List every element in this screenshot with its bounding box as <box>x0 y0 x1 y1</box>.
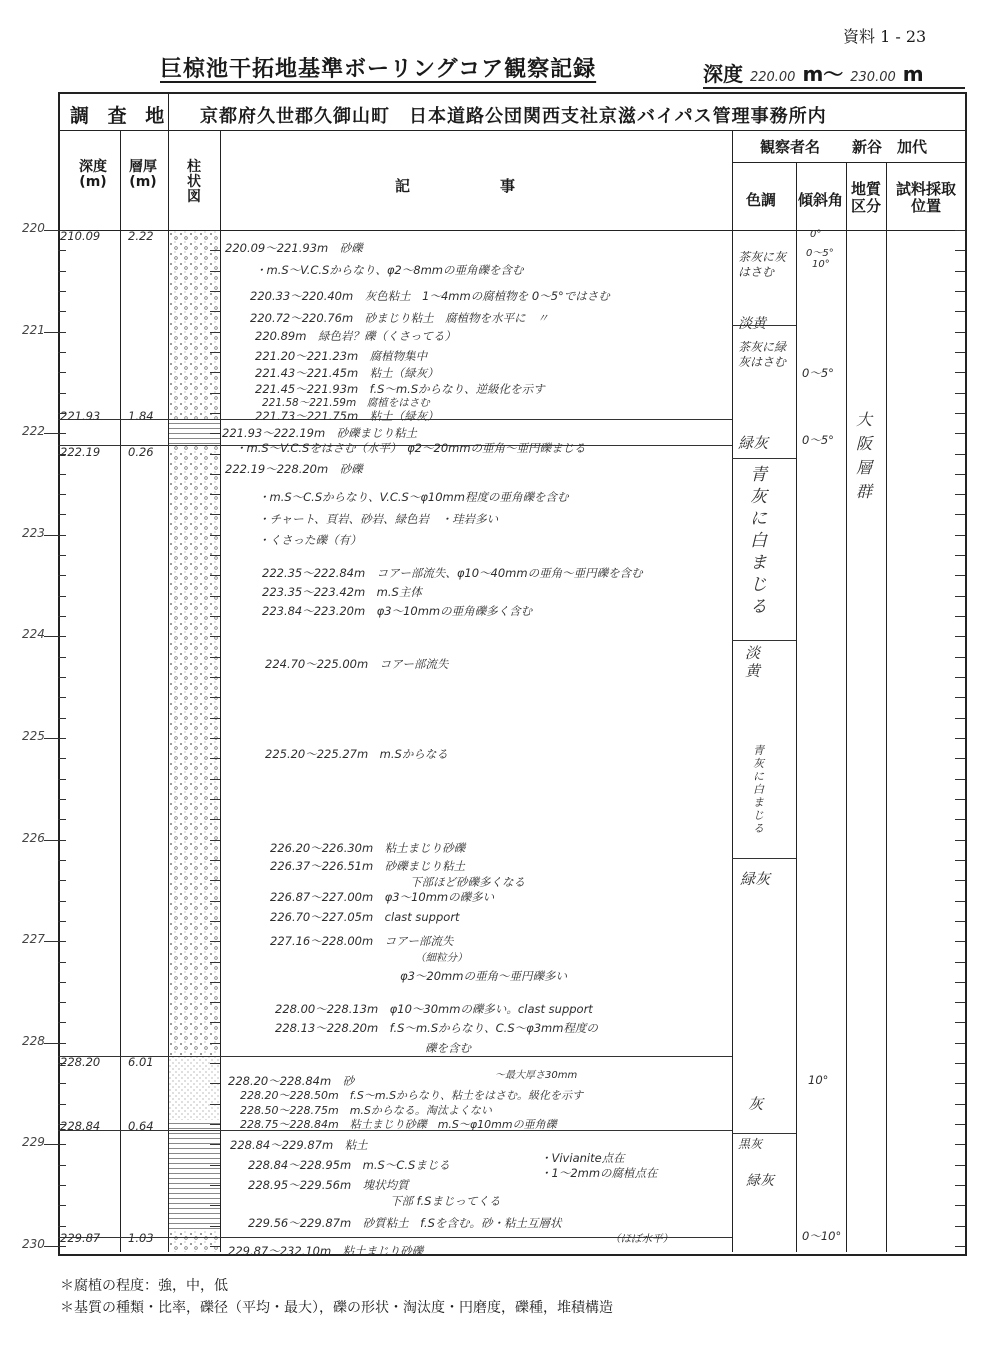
depth-scale-minor-tick <box>58 271 66 272</box>
depth-scale-minor-tick <box>58 1185 66 1186</box>
column-divider <box>220 130 221 1252</box>
depth-scale-minor-tick <box>210 291 220 292</box>
depth-scale-minor-tick <box>210 636 220 637</box>
dip-entry: 10° <box>808 1073 829 1087</box>
note-line: 礫を含む <box>425 1041 471 1055</box>
depth-scale-minor-tick <box>955 616 965 617</box>
note-line: 228.84〜229.87m 粘土 <box>230 1138 368 1152</box>
depth-scale-minor-tick <box>210 1165 220 1166</box>
depth-scale-minor-tick <box>210 880 220 881</box>
depth-scale-minor-tick <box>955 636 965 637</box>
depth-scale-minor-tick <box>955 1083 965 1084</box>
depth-scale-minor-tick <box>210 860 220 861</box>
note-line: ・m.S〜V.C.Sからなり、φ2〜8mmの亜角礫を含む <box>255 263 524 277</box>
depth-scale-minor-tick <box>955 271 965 272</box>
layer-depth: 210.09 <box>60 229 101 243</box>
depth-scale-minor-tick <box>210 332 220 333</box>
depth-scale-minor-tick <box>955 779 965 780</box>
depth-scale-minor-tick <box>955 372 965 373</box>
depth-scale-minor-tick <box>58 393 66 394</box>
color-entry: 黒灰 <box>738 1137 763 1151</box>
layer-boundary <box>58 1056 732 1057</box>
depth-from: 220.00 <box>749 70 796 85</box>
depth-scale-minor-tick <box>58 1002 66 1003</box>
depth-scale-minor-tick <box>955 596 965 597</box>
depth-scale-minor-tick <box>58 718 66 719</box>
depth-scale-minor-tick <box>210 921 220 922</box>
note-line: 229.87〜232.10m 粘土まじり砂礫 <box>228 1244 424 1258</box>
note-line: 222.35〜222.84m コアー部流失、φ10〜40mmの亜角〜亜円礫を含む <box>262 566 643 580</box>
depth-scale-minor-tick <box>955 1063 965 1064</box>
depth-scale-minor-tick <box>210 677 220 678</box>
dip-entry: 10° <box>812 259 830 270</box>
depth-scale-minor-tick <box>58 575 66 576</box>
depth-scale-minor-tick <box>955 494 965 495</box>
depth-scale-minor-tick <box>955 840 965 841</box>
color-entry: 緑灰 <box>738 434 769 452</box>
depth-scale-minor-tick <box>210 718 220 719</box>
depth-scale-minor-tick <box>210 1022 220 1023</box>
depth-scale-label: 224 <box>22 627 45 642</box>
column-divider <box>886 162 887 1252</box>
observer-label: 観察者名 <box>760 138 821 156</box>
depth-scale-minor-tick <box>955 474 965 475</box>
depth-scale-minor-tick <box>210 738 220 739</box>
column-divider <box>732 130 733 1252</box>
depth-scale-minor-tick <box>210 1226 220 1227</box>
color-boundary <box>732 858 796 859</box>
depth-scale-minor-tick <box>210 271 220 272</box>
depth-scale-minor-tick <box>210 1063 220 1064</box>
depth-scale-minor-tick <box>58 596 66 597</box>
depth-to: 230.00 <box>850 70 896 85</box>
depth-scale-minor-tick <box>210 819 220 820</box>
depth-scale-minor-tick <box>58 636 66 637</box>
depth-scale-minor-tick <box>58 921 66 922</box>
note-line: 224.70〜225.00m コアー部流失 <box>265 657 449 671</box>
depth-scale-minor-tick <box>58 799 66 800</box>
header-geology: 地質区分 <box>850 180 881 215</box>
depth-scale-minor-tick <box>210 474 220 475</box>
depth-scale-label: 225 <box>22 729 45 743</box>
note-line: 221.45〜221.93m f.S〜m.Sからなり、逆級化を示す <box>255 382 545 396</box>
depth-scale-minor-tick <box>58 372 66 373</box>
note-line: （ほぼ水平） <box>610 1233 673 1245</box>
note-line: 221.58〜221.59m 腐植をはさむ <box>262 397 430 409</box>
geology-unit: 大阪層群 <box>856 410 873 501</box>
depth-scale-minor-tick <box>210 555 220 556</box>
row-divider <box>58 130 965 131</box>
layer-thickness: 2.22 <box>128 229 154 243</box>
depth-scale-minor-tick <box>210 454 220 455</box>
note-line: 226.70〜227.05m clast support <box>270 910 460 924</box>
depth-label: 深度 <box>703 62 743 86</box>
depth-scale-minor-tick <box>58 1144 66 1145</box>
header-color: 色調 <box>746 191 777 209</box>
depth-scale-minor-tick <box>58 941 66 942</box>
dip-entry: 0° <box>810 229 822 240</box>
note-line: 220.72〜220.76m 砂まじり粘土 腐植物を水平に 〃 <box>250 311 549 325</box>
depth-scale-minor-tick <box>955 697 965 698</box>
depth-scale-minor-tick <box>58 535 66 536</box>
header-dip: 傾斜角 <box>798 191 844 209</box>
depth-scale-minor-tick <box>955 514 965 515</box>
depth-scale-minor-tick <box>58 880 66 881</box>
depth-scale-label: 221 <box>22 322 45 337</box>
depth-scale-minor-tick <box>955 962 965 963</box>
depth-scale-minor-tick <box>210 250 220 251</box>
depth-scale-minor-tick <box>58 332 66 333</box>
note-line: ・m.S〜C.Sからなり、V.C.S〜φ10mm程度の亜角礫を含む <box>258 490 569 504</box>
depth-scale-minor-tick <box>58 250 66 251</box>
depth-scale-minor-tick <box>955 819 965 820</box>
depth-scale-minor-tick <box>955 1185 965 1186</box>
color-boundary <box>732 458 796 459</box>
depth-scale-minor-tick <box>955 393 965 394</box>
depth-scale-label: 228 <box>22 1033 45 1048</box>
depth-scale-minor-tick <box>955 901 965 902</box>
layer-thickness: 1.84 <box>128 409 154 423</box>
depth-scale-minor-tick <box>210 1043 220 1044</box>
depth-scale-minor-tick <box>210 372 220 373</box>
dip-entry: 0〜10° <box>802 1229 842 1243</box>
dip-entry: 0〜5° <box>802 433 834 447</box>
depth-scale-minor-tick <box>58 1083 66 1084</box>
note-line: 下部ほど砂礫多くなる <box>410 875 525 889</box>
depth-scale-label: 230 <box>22 1237 45 1251</box>
header-thickness: 層厚(m) <box>129 159 157 190</box>
note-line: 220.89m 緑色岩？礫（くさってる） <box>255 329 456 343</box>
depth-scale-minor-tick <box>58 514 66 515</box>
depth-scale-minor-tick <box>210 575 220 576</box>
color-entry: 緑灰 <box>746 1173 774 1189</box>
layer-thickness: 0.26 <box>128 445 154 459</box>
column-divider <box>796 162 797 1252</box>
depth-scale-minor-tick <box>58 616 66 617</box>
depth-scale-minor-tick <box>955 1104 965 1105</box>
depth-scale-minor-tick <box>58 352 66 353</box>
depth-scale-minor-tick <box>210 901 220 902</box>
column-divider <box>846 162 847 1252</box>
color-entry: 淡黄 <box>738 316 766 332</box>
depth-scale-minor-tick <box>955 1226 965 1227</box>
note-line: 228.84〜228.95m m.S〜C.Sまじる <box>248 1158 450 1172</box>
site-label: 調 査 地 <box>70 105 171 127</box>
depth-scale-minor-tick <box>955 555 965 556</box>
depth-scale-minor-tick <box>955 291 965 292</box>
color-entry: 茶灰に灰はさむ <box>738 250 787 279</box>
note-line: 228.00〜228.13m φ10〜30mmの礫多い。clast support <box>275 1002 593 1016</box>
depth-scale-minor-tick <box>210 494 220 495</box>
note-line: 220.09〜221.93m 砂礫 <box>225 241 363 255</box>
depth-scale-minor-tick <box>58 901 66 902</box>
depth-scale-label: 229 <box>22 1135 45 1150</box>
note-line: ・m.S〜V.C.Sをはさむ（水平） φ2〜20mmの亜角〜亜円礫まじる <box>235 441 586 455</box>
depth-scale-minor-tick <box>58 311 66 312</box>
depth-scale-minor-tick <box>955 799 965 800</box>
layer-depth: 221.93 <box>60 409 101 423</box>
depth-scale-minor-tick <box>955 738 965 739</box>
depth-scale-minor-tick <box>58 291 66 292</box>
depth-scale-label: 223 <box>22 525 45 540</box>
depth-scale-minor-tick <box>210 962 220 963</box>
note-line: 228.13〜228.20m f.S〜m.Sからなり、C.S〜φ3mm程度の <box>275 1021 598 1035</box>
header-description: 記 事 <box>395 177 516 195</box>
depth-scale-minor-tick <box>955 718 965 719</box>
note-line: 220.33〜220.40m 灰色粘土 1〜4mmの腐植物を 0〜5°ではさむ <box>250 289 610 303</box>
depth-scale-minor-tick <box>955 311 965 312</box>
color-entry: 淡黄 <box>745 644 761 680</box>
depth-scale-label: 220 <box>22 221 45 235</box>
depth-scale-minor-tick <box>955 332 965 333</box>
depth-scale-minor-tick <box>955 1002 965 1003</box>
depth-scale-minor-tick <box>58 555 66 556</box>
depth-scale-minor-tick <box>210 799 220 800</box>
color-entry: 茶灰に緑灰はさむ <box>738 340 787 369</box>
depth-scale-minor-tick <box>210 616 220 617</box>
note-line: 226.87〜227.00m φ3〜10mmの礫多い <box>270 890 495 904</box>
color-entry: 緑灰 <box>740 870 771 888</box>
depth-scale-minor-tick <box>210 311 220 312</box>
stratigraphic-column <box>169 231 220 1252</box>
depth-scale-minor-tick <box>210 1185 220 1186</box>
depth-scale-minor-tick <box>955 1144 965 1145</box>
depth-scale-minor-tick <box>58 494 66 495</box>
layer-depth: 228.84 <box>60 1119 101 1133</box>
depth-scale-minor-tick <box>58 433 66 434</box>
footnote: ＊腐植の程度：強，中，低 <box>60 1278 228 1294</box>
layer-thickness: 6.01 <box>128 1055 154 1069</box>
depth-scale-minor-tick <box>210 1144 220 1145</box>
note-line: 223.35〜223.42m m.S主体 <box>262 585 422 599</box>
header-column: 柱状図 <box>187 159 201 205</box>
depth-scale-minor-tick <box>210 393 220 394</box>
depth-scale-minor-tick <box>58 779 66 780</box>
note-line: ・チャート、頁岩、砂岩、緑色岩 ・珪岩多い <box>258 512 499 526</box>
depth-scale-minor-tick <box>210 840 220 841</box>
note-line: 〜最大厚さ30mm <box>495 1070 578 1081</box>
row-divider <box>732 162 965 163</box>
note-line: 222.19〜228.20m 砂礫 <box>225 462 363 476</box>
note-line: ・Vivianite点在 <box>540 1151 625 1165</box>
depth-unit-2: m <box>902 62 924 86</box>
note-line: 228.75〜228.84m 粘土まじり砂礫 m.S〜φ10mmの亜角礫 <box>240 1118 557 1131</box>
depth-scale-minor-tick <box>955 433 965 434</box>
note-line: 228.20〜228.84m 砂 <box>228 1074 355 1088</box>
note-line: 221.43〜221.45m 粘土（緑灰） <box>255 366 439 380</box>
depth-scale-minor-tick <box>955 535 965 536</box>
depth-scale-minor-tick <box>955 1205 965 1206</box>
dip-entry: 0〜5° <box>802 366 834 380</box>
depth-scale-label: 226 <box>22 830 45 845</box>
note-line: 下部 f.Sまじってくる <box>390 1194 501 1208</box>
layer-thickness: 1.03 <box>128 1231 154 1245</box>
observer-name: 新谷 加代 <box>852 138 928 156</box>
note-line: ・1〜2mmの腐植点在 <box>540 1166 658 1180</box>
depth-scale-minor-tick <box>955 880 965 881</box>
depth-scale-minor-tick <box>955 1246 965 1247</box>
depth-scale-minor-tick <box>955 982 965 983</box>
depth-scale-minor-tick <box>955 657 965 658</box>
note-line: ・くさった礫（有） <box>258 533 362 547</box>
depth-scale-minor-tick <box>58 1246 66 1247</box>
depth-scale-minor-tick <box>210 514 220 515</box>
depth-scale-minor-tick <box>210 1205 220 1206</box>
site-location: 京都府久世郡久御山町 日本道路公団関西支社京滋バイパス管理事務所内 <box>200 106 827 127</box>
depth-scale-minor-tick <box>210 1083 220 1084</box>
depth-scale-minor-tick <box>58 697 66 698</box>
depth-scale-minor-tick <box>210 1104 220 1105</box>
depth-scale-minor-tick <box>955 677 965 678</box>
depth-scale-minor-tick <box>210 697 220 698</box>
column-divider <box>120 130 121 1252</box>
layer-depth: 222.19 <box>60 445 101 459</box>
depth-scale-minor-tick <box>955 352 965 353</box>
note-line: 229.56〜229.87m 砂質粘土 f.Sを含む。砂・粘土互層状 <box>248 1216 562 1230</box>
depth-scale-minor-tick <box>210 1124 220 1125</box>
depth-scale-minor-tick <box>210 941 220 942</box>
depth-scale-minor-tick <box>210 1002 220 1003</box>
depth-scale-minor-tick <box>58 982 66 983</box>
note-line: 221.73〜221.75m 粘土（緑灰） <box>255 409 439 423</box>
depth-scale-minor-tick <box>58 1226 66 1227</box>
depth-scale-minor-tick <box>955 575 965 576</box>
depth-unit-1: m〜 <box>802 62 844 86</box>
depth-scale-minor-tick <box>58 840 66 841</box>
depth-scale-minor-tick <box>58 677 66 678</box>
depth-scale-minor-tick <box>58 819 66 820</box>
depth-scale-minor-tick <box>210 230 220 231</box>
depth-scale-label: 227 <box>22 932 45 947</box>
footnote: ＊基質の種類・比率，礫径（平均・最大），礫の形状・淘汰度・円磨度，礫種，堆積構造 <box>60 1300 613 1316</box>
depth-scale-minor-tick <box>58 657 66 658</box>
note-line: 228.50〜228.75m m.Sからなる。淘汰よくない <box>240 1104 492 1117</box>
depth-scale-minor-tick <box>58 1043 66 1044</box>
document-id: 資料 1 - 23 <box>843 27 927 46</box>
depth-scale-minor-tick <box>58 1022 66 1023</box>
layer-thickness: 0.64 <box>128 1119 154 1133</box>
depth-scale-minor-tick <box>955 454 965 455</box>
note-line: 226.37〜226.51m 砂礫まじり粘土 <box>270 859 466 873</box>
note-line: 226.20〜226.30m 粘土まじり砂礫 <box>270 841 466 855</box>
color-boundary <box>732 1133 796 1134</box>
depth-scale-minor-tick <box>955 758 965 759</box>
note-line: 223.84〜223.20m φ3〜10mmの亜角礫多く含む <box>262 604 533 618</box>
depth-scale-minor-tick <box>58 962 66 963</box>
dip-entry: 0〜5° <box>806 248 834 259</box>
depth-range <box>703 58 965 89</box>
depth-scale-minor-tick <box>955 941 965 942</box>
depth-scale-minor-tick <box>210 596 220 597</box>
note-line: （細粒分） <box>415 952 468 964</box>
color-entry: 青灰に白まじる <box>750 465 767 617</box>
depth-scale-minor-tick <box>210 657 220 658</box>
depth-scale-minor-tick <box>955 921 965 922</box>
depth-scale-minor-tick <box>210 758 220 759</box>
depth-scale-minor-tick <box>210 535 220 536</box>
depth-scale-minor-tick <box>955 1043 965 1044</box>
note-line: 221.93〜222.19m 砂礫まじり粘土 <box>222 426 418 440</box>
depth-scale-minor-tick <box>210 779 220 780</box>
note-line: φ3〜20mmの亜角〜亜円礫多い <box>400 969 567 983</box>
color-entry: 灰 <box>748 1095 764 1113</box>
depth-scale-minor-tick <box>210 982 220 983</box>
layer-depth: 229.87 <box>60 1231 101 1245</box>
depth-scale-minor-tick <box>955 1022 965 1023</box>
depth-scale-minor-tick <box>58 474 66 475</box>
layer-depth: 228.20 <box>60 1055 101 1069</box>
header-sample: 試料採取位置 <box>895 180 956 215</box>
depth-scale-label: 222 <box>22 424 45 439</box>
depth-scale-minor-tick <box>58 758 66 759</box>
depth-scale-minor-tick <box>210 413 220 414</box>
note-line: 225.20〜225.27m m.Sからなる <box>265 747 448 761</box>
depth-scale-minor-tick <box>58 860 66 861</box>
note-line: 221.20〜221.23m 腐植物集中 <box>255 349 428 363</box>
depth-scale-minor-tick <box>955 250 965 251</box>
note-line: 227.16〜228.00m コアー部流失 <box>270 934 454 948</box>
depth-scale-minor-tick <box>955 860 965 861</box>
depth-scale-minor-tick <box>955 413 965 414</box>
note-line: 228.20〜228.50m f.S〜m.Sからなり、粘土をはさむ。級化を示す <box>240 1089 584 1102</box>
header-depth: 深度(m) <box>79 159 107 190</box>
depth-scale-minor-tick <box>210 433 220 434</box>
note-line: 228.95〜229.56m 塊状均質 <box>248 1178 409 1192</box>
color-boundary <box>732 640 796 641</box>
depth-scale-minor-tick <box>58 1165 66 1166</box>
depth-scale-minor-tick <box>58 1205 66 1206</box>
page-title: 巨椋池干拓地基準ボーリングコア観察記録 <box>160 57 597 82</box>
color-entry: 青灰に白まじる <box>753 744 764 835</box>
depth-scale-minor-tick <box>955 1124 965 1125</box>
depth-scale-minor-tick <box>58 738 66 739</box>
depth-scale-minor-tick <box>955 230 965 231</box>
depth-scale-minor-tick <box>210 352 220 353</box>
depth-scale-minor-tick <box>210 1246 220 1247</box>
depth-scale-minor-tick <box>58 1104 66 1105</box>
depth-scale-minor-tick <box>955 1165 965 1166</box>
